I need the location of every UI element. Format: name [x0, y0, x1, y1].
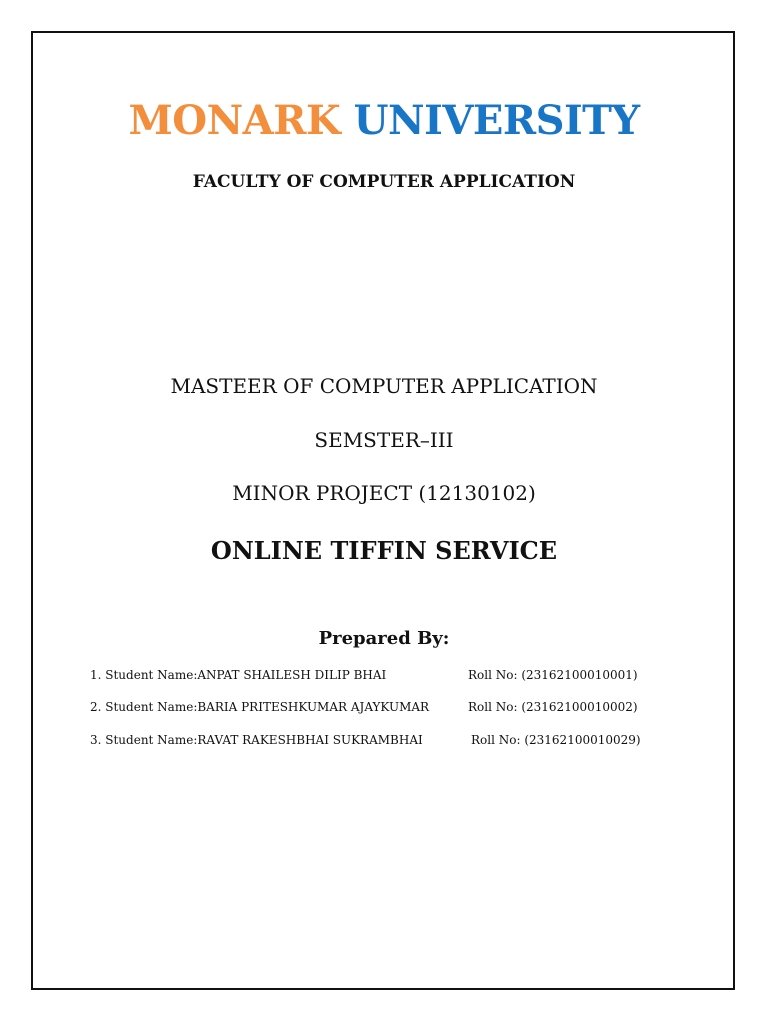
student-row: [90, 697, 650, 717]
course-name: MINOR PROJECT (12130102): [232, 481, 536, 505]
student-row: [90, 665, 650, 685]
prepared-by-heading: Prepared By:: [318, 628, 450, 649]
degree-name: MASTEER OF COMPUTER APPLICATION: [170, 374, 598, 398]
student-name: 3. Student Name:RAVAT RAKESHBHAI SUKRAMBHAI: [90, 733, 423, 747]
student-name: 2. Student Name:BARIA PRITESHKUMAR AJAYKUMAR: [90, 700, 430, 714]
faculty-name: FACULTY OF COMPUTER APPLICATION: [192, 172, 576, 192]
student-roll-number: Roll No: (23162100010029): [471, 733, 641, 747]
student-roll-number: Roll No: (23162100010002): [468, 700, 638, 714]
university-title-word-university: UNIVERSITY: [353, 97, 640, 144]
project-title: ONLINE TIFFIN SERVICE: [210, 536, 558, 565]
university-title-word-monark: MONARK: [128, 97, 341, 144]
university-title: [0, 96, 768, 146]
semester-label: SEMSTER–III: [314, 428, 454, 452]
student-row: [90, 730, 650, 750]
student-name: 1. Student Name:ANPAT SHAILESH DILIP BHAI: [90, 668, 387, 682]
student-roll-number: Roll No: (23162100010001): [468, 668, 638, 682]
